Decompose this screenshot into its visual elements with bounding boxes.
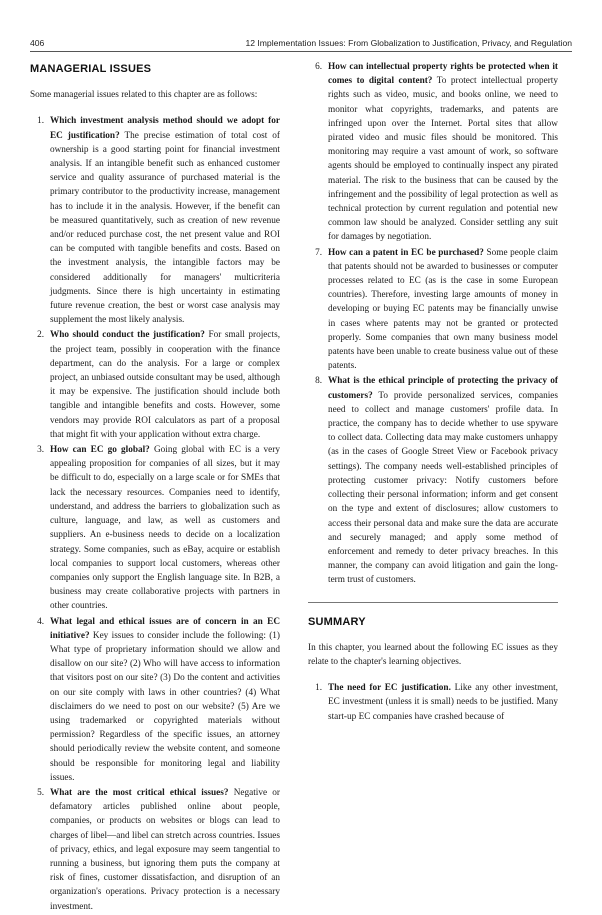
list-item <box>308 681 558 724</box>
list-item <box>308 60 558 245</box>
item-question: What legal and ethical issues are of concern in an EC initiative? <box>50 616 280 641</box>
item-question: How can a patent in EC be purchased? <box>328 247 484 258</box>
item-text: To protect intellectual property rights such as video, music, and books online, we need to monitor what copyrights, trademarks, and patents are infringed upon over the Internet. Portal sites that allow pirated video and music files should be monitored. This monitoring may require a vast amount of work, so software agents should be employed to continually inspect any pirated material. The risk to the business that can be caused by the infringement and the possibility of legal protection as well as technical protection by current regulation and potential new common law should be analyzed. Consider settling any suit for damages by negotiation. <box>328 76 558 243</box>
item-text: To provide personalized services, companies need to collect and manage customers' profile data. In practice, the company has to decide whether to use spyware to collect data. Collecting data may make customers unhappy (as in the cases of Google Street View or Facebook privacy settings). The company needs well-established principles of protecting customer privacy: Notify customers before collecting their personal information; inform and get consent on the type and extent of disclosures; allow customers to access their personal data and make sure the data are accurate and securely managed; and apply some method of enforcement and remedy to deter privacy breaches. In this manner, the company can avoid litigation and gain the long-term trust of customers. <box>328 390 558 586</box>
list-item <box>30 786 280 914</box>
summary-divider <box>308 602 558 603</box>
managerial-list-continued <box>308 60 558 588</box>
header-rule <box>30 51 572 52</box>
item-text: Negative or defamatory articles published online about people, companies, or products on websites or blogs can lead to charges of libel—and libel can stretch across countries. Issues of privacy, ethics, and legal exposure may seem tangential to running a business, but ignoring them puts the company at risk of fines, customer dissatisfaction, and disruption of an organization's operations. Privacy protection is a necessary investment. <box>50 787 280 912</box>
item-number: 1. <box>315 683 322 694</box>
item-number: 3. <box>37 445 44 456</box>
item-text: The precise estimation of total cost of ownership is a good starting point for financial investment analysis. If an intangible benefit such as enhanced customer service and quality assurance of purchased material is the primary contributor to the productivity increase, management has to include it in the analysis. However, if the benefit can be measured quantitatively, such as creation of new revenue and/or reduced purchase cost, the net present value and ROI can be computed with tangible benefits and costs. Based on the investment analysis, the intangible factors may be considered additionally for managers' multicriteria judgments. Since there is high uncertainty in estimating future revenue creation, the best or worst case analysis may supplement the most likely analysis. <box>50 130 280 326</box>
list-item <box>308 374 558 587</box>
item-number: 2. <box>37 330 44 341</box>
item-number: 4. <box>37 616 44 627</box>
item-question: What are the most critical ethical issues? <box>50 787 229 798</box>
item-question: The need for EC justification. <box>328 683 451 694</box>
item-number: 6. <box>315 62 322 72</box>
left-column <box>30 62 280 915</box>
item-question: Which investment analysis method should we adopt for EC justification? <box>50 116 280 141</box>
right-column <box>308 60 558 725</box>
item-question: Who should conduct the justification? <box>50 330 205 341</box>
item-text: Going global with EC is a very appealing proposition for companies of all sizes, but it may be difficult to do, especially on a large scale or for SMEs that lack the necessary resources. Companies need to identify, understand, and address the barriers to globalization such as culture, language, and law, as well as customers and suppliers. An e-business needs to decide on a localization strategy. Some companies, such as eBay, acquire or establish local companies to support local customers, whereas other companies only support the English language site. In B2B, a business may create collaborative projects with partners in other countries. <box>50 445 280 612</box>
item-question: How can intellectual property rights be protected when it comes to digital content? <box>328 62 558 87</box>
chapter-title: 12 Implementation Issues: From Globalization to Justification, Privacy, and Regulation <box>245 38 572 48</box>
page-number: 406 <box>30 38 45 48</box>
item-number: 8. <box>315 376 322 387</box>
item-number: 1. <box>37 116 44 127</box>
item-text: For small projects, the project team, possibly in cooperation with the finance department, can do the analysis. For a large or complex project, an unbiased outside consultant may be used, although it may be expensive. The justification should include both tangible and intangible benefits and costs. However, some vendors may provide ROI calculators as part of a proposal that might fit with your application without extra charge. <box>50 330 281 440</box>
managerial-list <box>30 114 280 913</box>
item-number: 5. <box>37 787 44 798</box>
item-question: What is the ethical principle of protecting the privacy of customers? <box>328 376 558 401</box>
item-question: How can EC go global? <box>50 445 150 456</box>
item-text: Like any other investment, EC investment (unless it is small) needs to be justified. Many start-up EC companies have crashed because of <box>328 683 558 722</box>
item-text: Key issues to consider include the following: (1) What type of proprietary information should we allow and disallow on our site? (2) Who will have access to information that visitors post on our site? (3) Do the content and activities on our site comply with laws in other countries? (4) What disclaimers do we need to post on our website? (5) Are we using trademarked or copyrighted materials without permission? Regardless of the specific issues, an attorney should periodically review the website content, and someone should be responsible for monitoring legal and liability issues. <box>50 630 280 783</box>
summary-intro: In this chapter, you learned about the following EC issues as they relate to the chapter's learning objectives. <box>308 642 558 667</box>
list-item <box>308 246 558 374</box>
list-item <box>30 328 280 442</box>
item-number: 7. <box>315 247 322 258</box>
list-item <box>30 114 280 327</box>
item-text: Some people claim that patents should not be awarded to businesses or computer processes related to EC (as is the case in some European countries). Therefore, investing large amounts of money in developing or buying EC patents may be financially unwise in cases where patents may not be granted or protected properly. Some companies that own many business model patents have been unable to create business value out of these patents. <box>328 247 558 372</box>
managerial-intro: Some managerial issues related to this chapter are as follows: <box>30 90 258 101</box>
summary-heading: SUMMARY <box>308 615 366 628</box>
list-item <box>30 615 280 785</box>
list-item <box>30 443 280 613</box>
summary-list <box>308 681 558 724</box>
managerial-issues-heading: MANAGERIAL ISSUES <box>30 63 152 75</box>
